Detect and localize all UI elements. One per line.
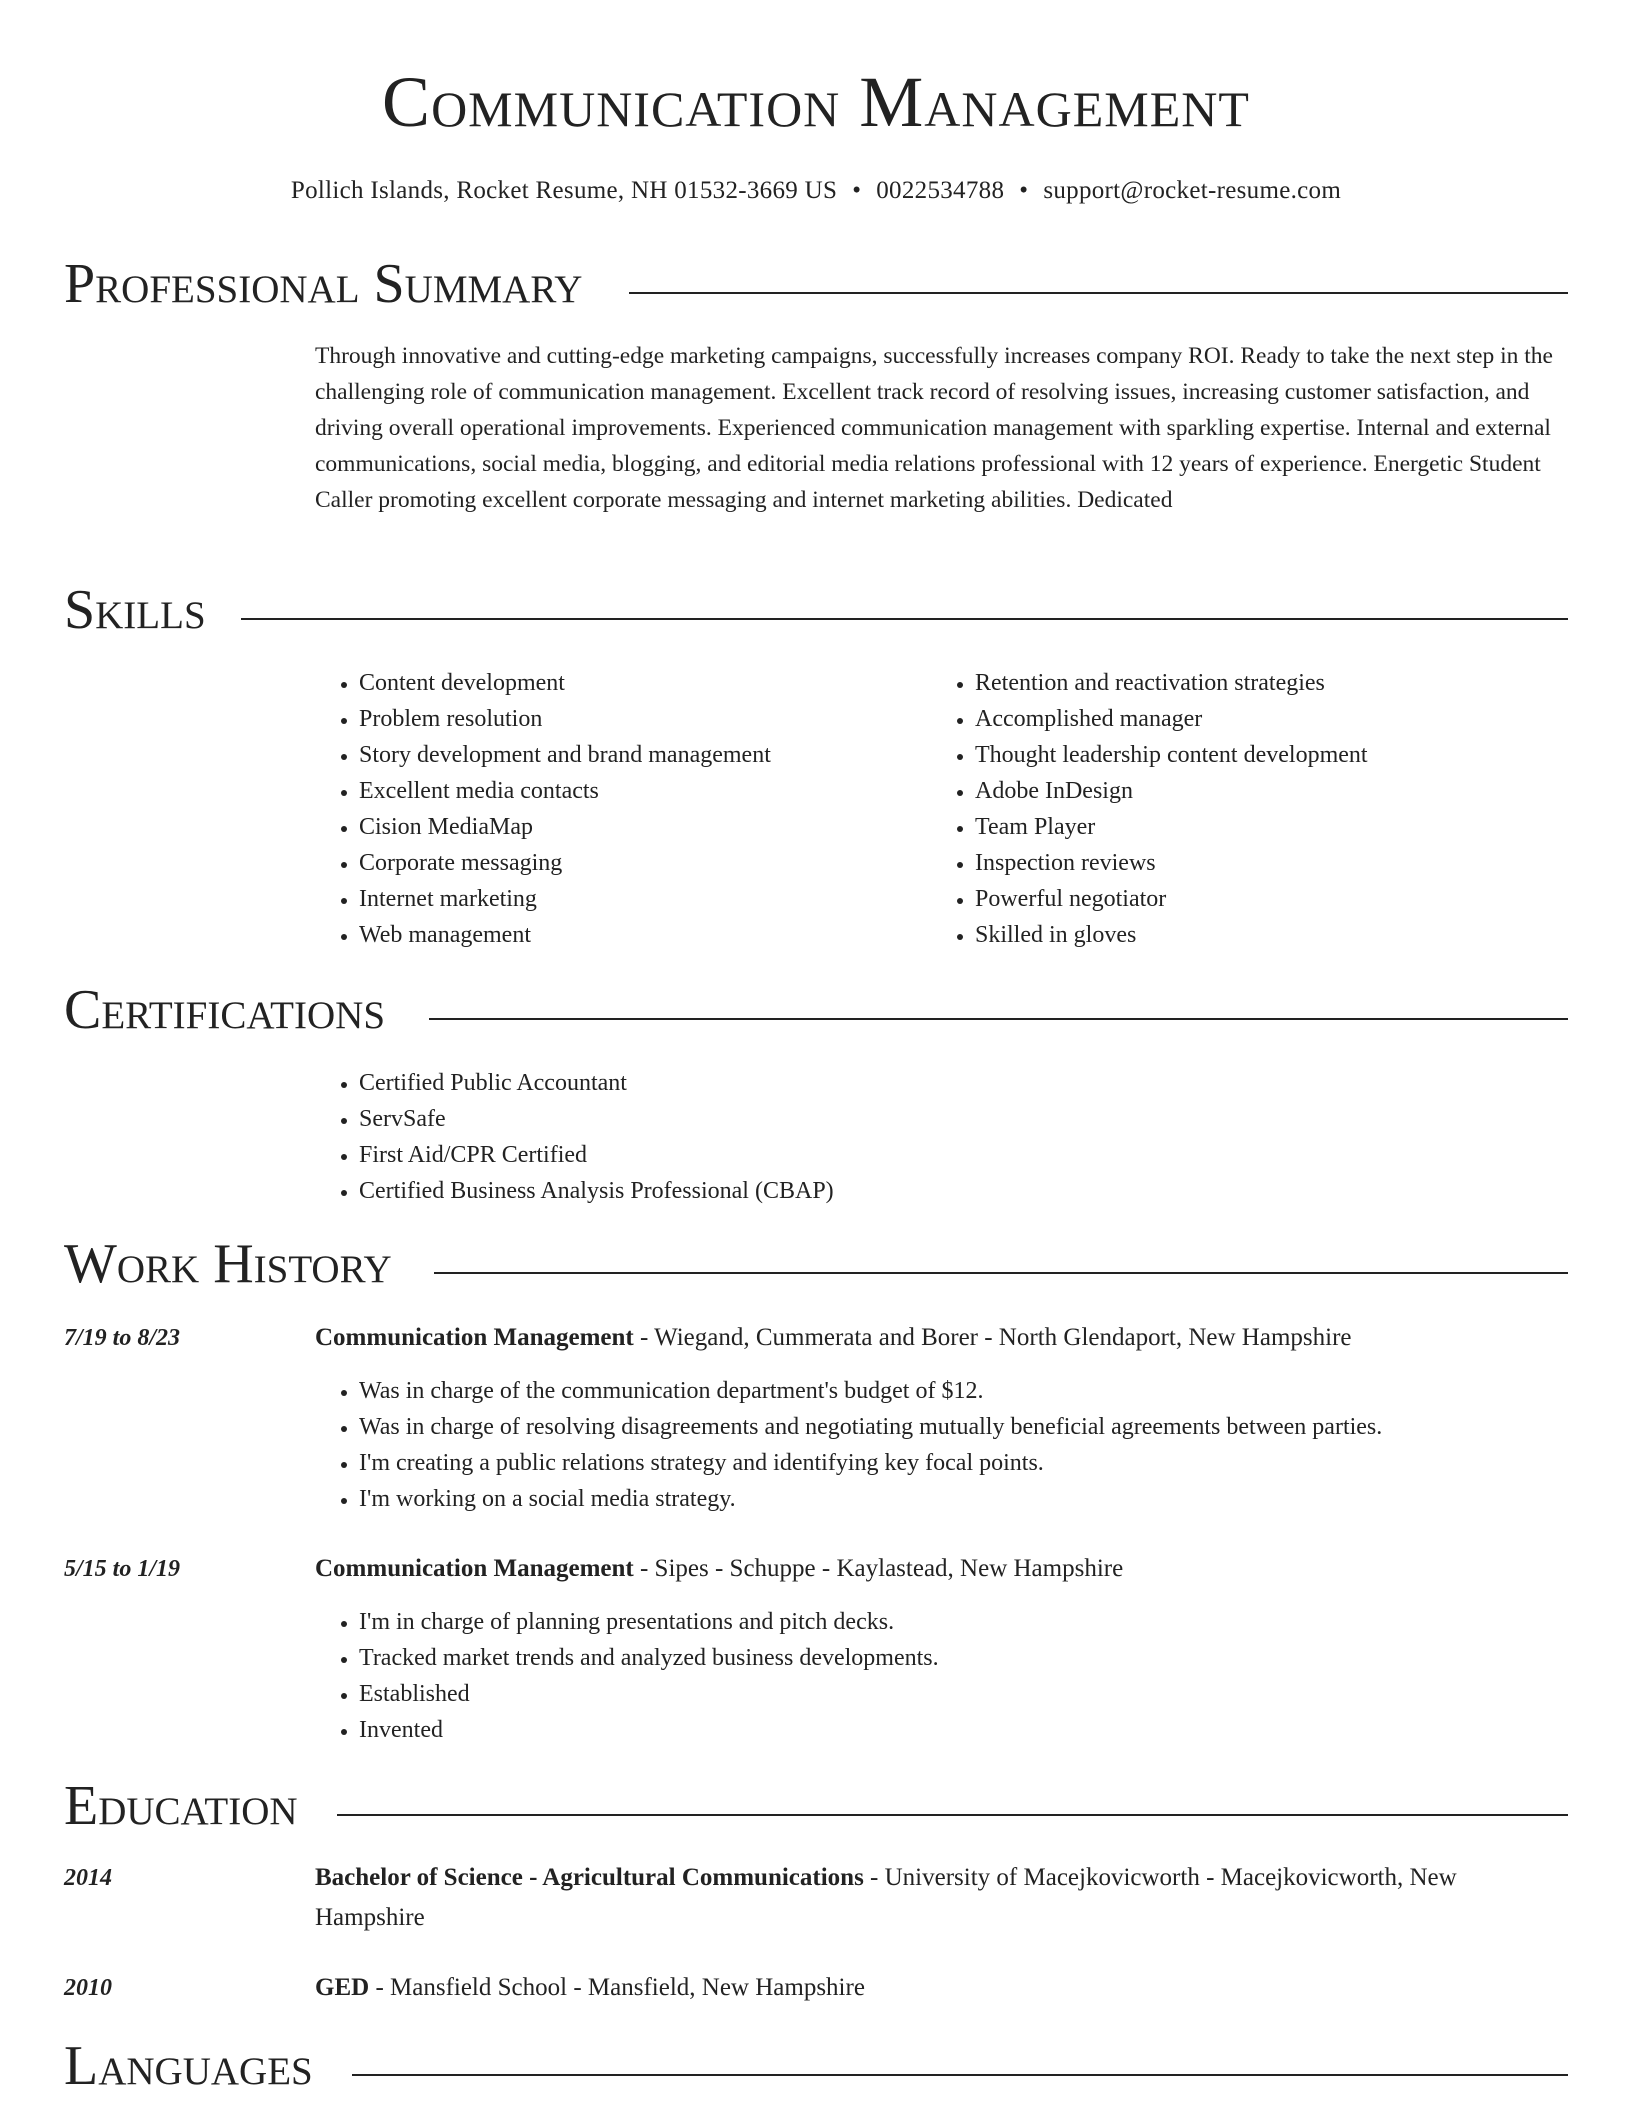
skill-item: • Story development and brand management — [359, 737, 915, 773]
section-header-skills — [64, 578, 1568, 642]
separator-dot: • — [1019, 177, 1029, 204]
section-rule — [429, 1018, 1568, 1020]
section-header-summary — [64, 252, 1568, 316]
section-title-summary: Professional Summary — [64, 252, 612, 316]
email-link[interactable]: support@rocket-resume.com — [1043, 177, 1342, 204]
skill-item: • Internet marketing — [359, 881, 915, 917]
school-details: - University of Macejkovicworth - Macejkovicworth, New Hampshire — [315, 1864, 1457, 1931]
skill-item: • Cision MediaMap — [359, 809, 915, 845]
section-header-languages — [64, 2034, 1568, 2098]
section-title-education: Education — [64, 1774, 328, 1838]
job-bullets — [315, 1373, 1575, 1517]
job-bullet: • Established — [359, 1676, 1575, 1712]
certification-item: • First Aid/CPR Certified — [359, 1137, 1215, 1173]
job-bullet: • Tracked market trends and analyzed business developments. — [359, 1640, 1575, 1676]
skill-item: • Web management — [359, 917, 915, 953]
skills-column-left — [315, 665, 915, 953]
education-year: 2010 — [64, 1975, 112, 2001]
section-title-work: Work History — [64, 1232, 422, 1296]
job-dates: 5/15 to 1/19 — [64, 1556, 181, 1582]
certification-item: • Certified Public Accountant — [359, 1065, 1215, 1101]
skill-item: • Adobe InDesign — [975, 773, 1561, 809]
skill-item: • Problem resolution — [359, 701, 915, 737]
skill-item: • Corporate messaging — [359, 845, 915, 881]
section-rule — [629, 292, 1568, 294]
section-rule — [434, 1272, 1568, 1274]
certifications-list — [315, 1065, 1215, 1209]
certification-item: • ServSafe — [359, 1101, 1215, 1137]
separator-dot: • — [852, 177, 862, 204]
job-heading — [315, 1549, 1568, 1589]
section-header-certifications — [64, 978, 1568, 1042]
phone: 0022534788 — [876, 177, 1005, 204]
job-bullet: • Was in charge of resolving disagreements and negotiating mutually beneficial agreements between parties. — [359, 1409, 1575, 1445]
job-bullet: • I'm working on a social media strategy. — [359, 1481, 1575, 1517]
skill-item: • Accomplished manager — [975, 701, 1561, 737]
section-title-certifications: Certifications — [64, 978, 415, 1042]
school-details: - Mansfield School - Mansfield, New Hampshire — [369, 1974, 865, 2001]
job-details: - Wiegand, Cummerata and Borer - North Glendaport, New Hampshire — [633, 1324, 1352, 1351]
job-bullet: • I'm in charge of planning presentations and pitch decks. — [359, 1604, 1575, 1640]
job-bullets — [315, 1604, 1575, 1748]
education-entry — [315, 1858, 1568, 1938]
job-bullet: • I'm creating a public relations strategy and identifying key focal points. — [359, 1445, 1575, 1481]
section-title-skills: Skills — [64, 578, 236, 642]
section-rule — [241, 618, 1568, 620]
section-rule — [352, 2074, 1568, 2076]
skill-item: • Skilled in gloves — [975, 917, 1561, 953]
skills-column-right — [931, 665, 1561, 953]
skill-item: • Team Player — [975, 809, 1561, 845]
job-dates: 7/19 to 8/23 — [64, 1325, 181, 1351]
certification-item: • Certified Business Analysis Professional (CBAP) — [359, 1173, 1215, 1209]
summary-text: Through innovative and cutting-edge marketing campaigns, successfully increases company ROI. Ready to take the next step in the challenging role of communication management. Excellent track record of resolving issues, increasing customer satisfaction, and driving overall operational improvements. Experienced communication management with sparkling expertise. Internal and external communications, social media, blogging, and editorial media relations professional with 12 years of experience. Energetic Student Caller promoting excellent corporate messaging and internet marketing abilities. Dedicated — [315, 343, 1553, 513]
skill-item: • Retention and reactivation strategies — [975, 665, 1561, 701]
candidate-name: Communication Management — [382, 62, 1250, 142]
education-entry — [315, 1968, 1568, 2008]
job-bullet: • Invented — [359, 1712, 1575, 1748]
degree: Bachelor of Science - Agricultural Communications — [315, 1864, 864, 1891]
education-year: 2014 — [64, 1865, 112, 1891]
job-title: Communication Management — [315, 1324, 634, 1351]
section-header-work — [64, 1232, 1568, 1296]
job-heading — [315, 1318, 1568, 1358]
skill-item: • Excellent media contacts — [359, 773, 915, 809]
job-details: - Sipes - Schuppe - Kaylastead, New Hampshire — [633, 1555, 1124, 1582]
contact-line — [0, 174, 1632, 208]
job-bullet: • Was in charge of the communication department's budget of $12. — [359, 1373, 1575, 1409]
skill-item: • Powerful negotiator — [975, 881, 1561, 917]
address: Pollich Islands, Rocket Resume, NH 01532-3669 US — [290, 177, 838, 204]
section-header-education — [64, 1774, 1568, 1838]
degree: GED — [315, 1974, 370, 2001]
skill-item: • Thought leadership content development — [975, 737, 1561, 773]
section-title-languages: Languages — [64, 2034, 343, 2098]
skill-item: • Inspection reviews — [975, 845, 1561, 881]
job-title: Communication Management — [315, 1555, 634, 1582]
section-rule — [337, 1814, 1568, 1816]
skill-item: • Content development — [359, 665, 915, 701]
